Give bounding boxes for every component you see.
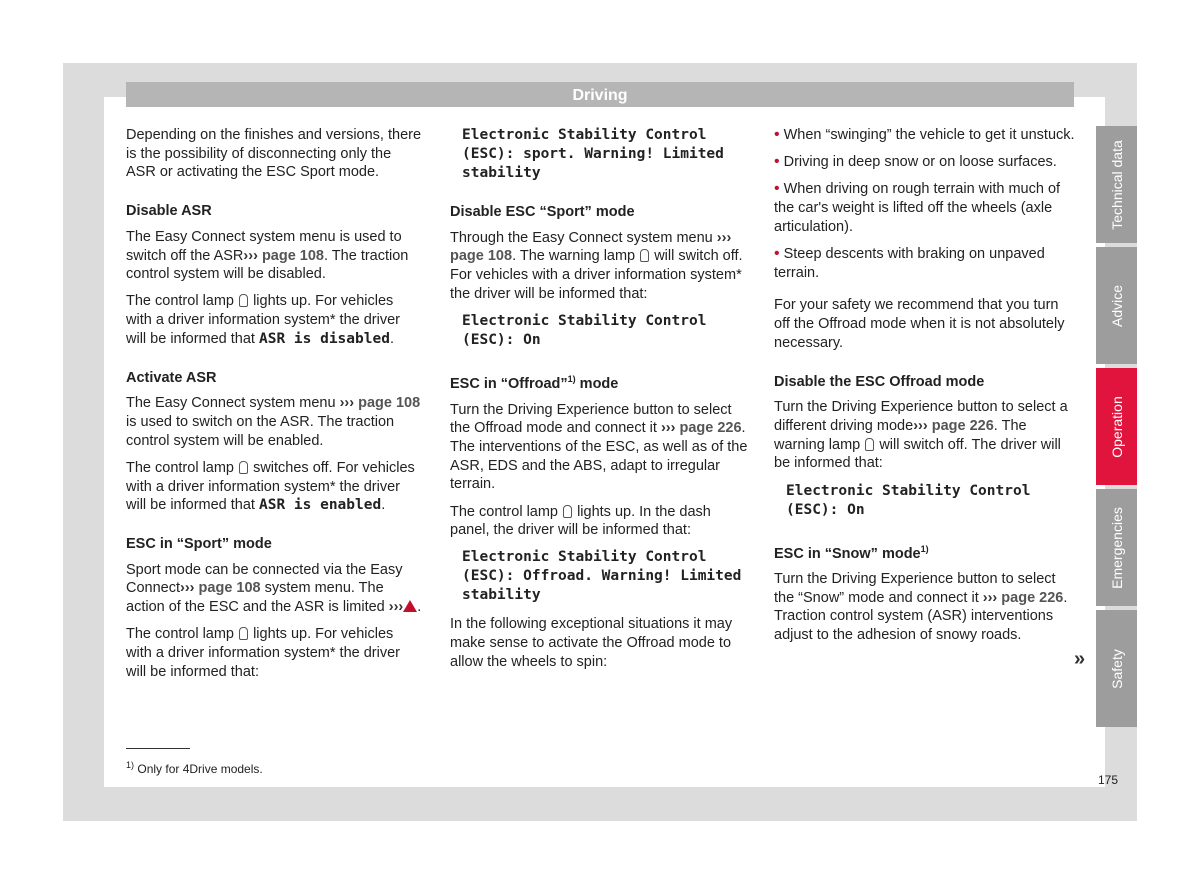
offroad-text-2: The control lamp lights up. In the dash panel, the driver will be informed that:	[450, 503, 711, 539]
footnote-divider	[126, 748, 190, 749]
column-3	[774, 126, 1076, 653]
exceptional-situations-text: In the following exceptional situations it may make sense to activate the Offroad mode to allow the wheels to spin:	[450, 616, 733, 670]
ref-arrow: ›››	[982, 589, 998, 606]
page-ref-link[interactable]: page 108	[261, 247, 325, 264]
display-message-offroad: Electronic Stability Control (ESC): Offroad. Warning! Limited stability	[462, 549, 742, 604]
activate-asr-text-2: The control lamp switches off. For vehicles with a driver information system* the driver will be informed that ASR is enabled.	[126, 459, 415, 514]
tab-technical-data[interactable]: Technical data	[1096, 126, 1137, 243]
disable-offroad-text: Turn the Driving Experience button to select a different driving mode››› page 226. The warning lamp will switch off. The driver will be informed that:	[774, 399, 1068, 472]
control-lamp-icon	[865, 438, 874, 451]
display-message-esc-on-2: Electronic Stability Control (ESC): On	[786, 482, 1031, 518]
bullet-dot-icon: •	[774, 180, 780, 198]
tab-advice[interactable]: Advice	[1096, 247, 1137, 364]
list-item: • When “swinging” the vehicle to get it unstuck.	[774, 126, 1075, 143]
activate-asr-text-1: The Easy Connect system menu ››› page 108 is used to switch on the ASR. The traction control system will be enabled.	[126, 395, 421, 449]
list-item: • Steep descents with braking on unpaved terrain.	[774, 245, 1045, 281]
snow-text: Turn the Driving Experience button to select the “Snow” mode and connect it ››› page 226. Traction control system (ASR) interventions adjust to the adhesion of snowy roads.	[774, 571, 1068, 644]
continue-arrow-icon: »	[1074, 648, 1086, 670]
footnote: $^{1)}$ Only for 4Drive models.	[126, 760, 263, 776]
page-ref-link[interactable]: page 226	[679, 420, 742, 437]
esc-sport-text-2: The control lamp lights up. For vehicles with a driver information system* the driver will be informed that:	[126, 626, 400, 680]
footnote-ref: 1)	[567, 374, 576, 385]
safety-note-text: For your safety we recommend that you turn off the Offroad mode when it is not absolutely necessary.	[774, 297, 1065, 351]
footnote-ref: 1)	[920, 543, 929, 554]
control-lamp-icon	[563, 505, 572, 518]
disable-asr-text-1: The Easy Connect system menu is used to switch off the ASR››› page 108. The traction control system will be disabled.	[126, 228, 409, 283]
display-message: ASR is disabled	[258, 330, 390, 347]
section-header: Driving	[126, 82, 1074, 107]
ref-arrow: ›››	[716, 229, 732, 246]
bullet-dot-icon: •	[774, 245, 780, 263]
ref-arrow: ›››	[180, 580, 195, 597]
tab-operation[interactable]: Operation	[1096, 368, 1137, 485]
ref-arrow: ›››	[913, 417, 928, 434]
list-item: • Driving in deep snow or on loose surfaces.	[774, 153, 1057, 171]
list-item: • When driving on rough terrain with much of the car's weight is lifted off the wheels (axle articulation).	[774, 180, 1061, 235]
control-lamp-icon	[239, 627, 248, 640]
column-2	[450, 126, 754, 680]
heading-esc-sport: ESC in “Sport” mode	[126, 535, 272, 552]
page-ref-link[interactable]: page 226	[931, 417, 994, 434]
heading-esc-snow: ESC in “Snow” mode$^{1)}$	[774, 543, 929, 562]
tab-safety[interactable]: Safety	[1096, 610, 1137, 727]
page-ref-link[interactable]: page 108	[198, 580, 261, 597]
page-number: 175	[1098, 773, 1119, 787]
heading-esc-offroad: ESC in “Offroad”$^{1)}$ mode	[450, 374, 619, 392]
page-ref-link[interactable]: page 108	[450, 248, 513, 265]
bullet-dot-icon: •	[774, 153, 780, 171]
heading-disable-asr: Disable ASR	[126, 203, 212, 220]
display-message-esc-on: Electronic Stability Control (ESC): On	[462, 313, 707, 349]
heading-disable-offroad: Disable the ESC Offroad mode	[774, 373, 985, 390]
page-ref-link[interactable]: page 226	[1001, 589, 1064, 606]
intro-text: Depending on the finishes and versions, there is the possibility of disconnecting only the ASR or activating the ESC Sport mode.	[126, 127, 422, 181]
ref-arrow: ›››	[243, 247, 258, 264]
ref-arrow: ›››	[388, 599, 404, 616]
page-ref-link[interactable]: page 108	[358, 395, 421, 412]
heading-disable-esc-sport: Disable ESC “Sport” mode	[450, 204, 635, 220]
column-1	[126, 126, 422, 690]
heading-activate-asr: Activate ASR	[126, 369, 217, 386]
offroad-text-1: Turn the Driving Experience button to select the Offroad mode and connect it ››› page 226. The interventions of the ESC, as well as of the ASR, EDS and the ABS, adapt to irregular terrain.	[450, 401, 748, 493]
control-lamp-icon	[640, 249, 649, 262]
display-message: ASR is enabled	[258, 497, 382, 514]
display-message-esc-sport: Electronic Stability Control (ESC): sport. Warning! Limited stability	[462, 127, 724, 181]
warning-triangle-icon[interactable]	[403, 600, 417, 612]
disable-asr-text-2: The control lamp lights up. For vehicles with a driver information system* the driver will be informed that ASR is disabled.	[126, 293, 400, 347]
tab-emergencies[interactable]: Emergencies	[1096, 489, 1137, 606]
control-lamp-icon	[239, 294, 248, 307]
bullet-dot-icon: •	[774, 126, 780, 143]
esc-sport-text-1: Sport mode can be connected via the Easy Connect››› page 108 system menu. The action of the ESC and the ASR is limited ››› .	[126, 561, 422, 616]
disable-sport-text: Through the Easy Connect system menu ››› page 108. The warning lamp will switch off. For vehicles with a driver information system* the driver will be informed that:	[450, 229, 743, 302]
ref-arrow: ›››	[660, 420, 676, 437]
control-lamp-icon	[239, 461, 248, 474]
ref-arrow: ›››	[339, 395, 355, 412]
